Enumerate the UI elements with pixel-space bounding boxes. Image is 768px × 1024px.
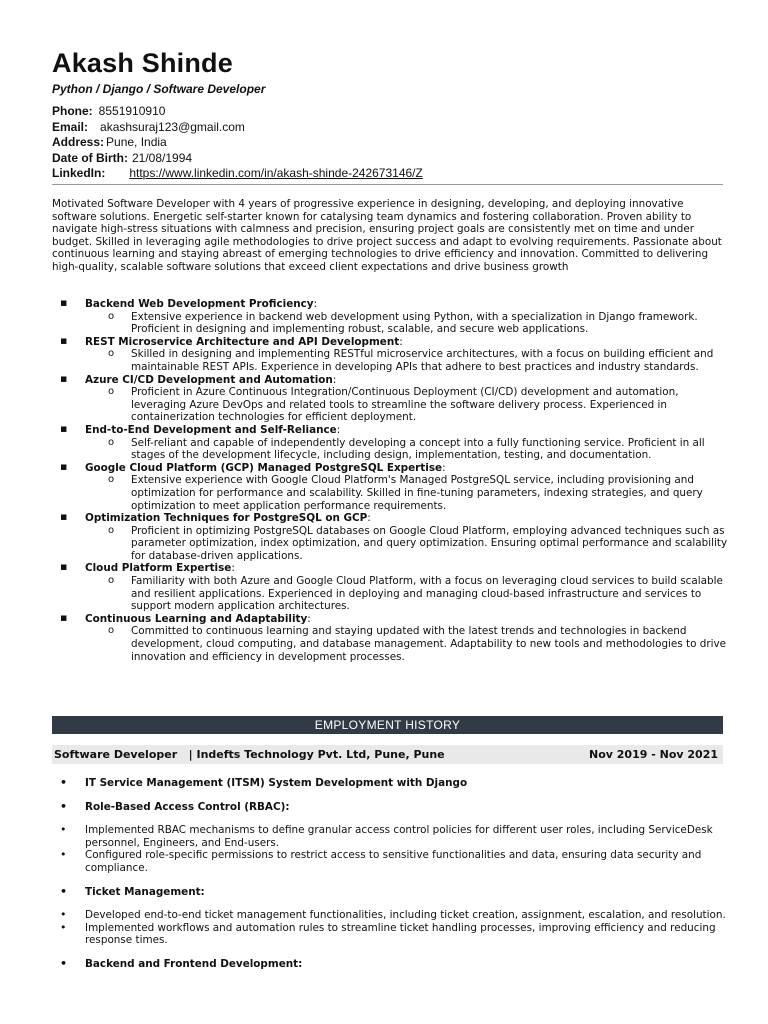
candidate-subtitle: Python / Django / Software Developer — [52, 82, 266, 96]
duty-text: Developed end-to-end ticket management functionalities, including ticket creation, assignment, escalation, and resolution. — [85, 909, 726, 922]
duty-item — [52, 849, 728, 874]
circle-bullet-icon: o — [108, 436, 115, 448]
job-title-line — [54, 745, 445, 764]
contact-block — [52, 104, 423, 182]
duty-text: Backend and Frontend Development: — [85, 957, 303, 970]
skill-colon: : — [332, 373, 337, 386]
skill-item — [52, 610, 732, 626]
bullet-icon: ▪ — [60, 421, 68, 435]
bullet-icon: ▪ — [60, 371, 68, 385]
duty-heading — [52, 958, 728, 971]
skill-detail-item — [52, 311, 732, 336]
skills-list — [52, 298, 732, 663]
skill-detail-item — [52, 348, 732, 373]
bullet-icon: • — [60, 920, 67, 934]
header-divider — [52, 184, 723, 185]
duty-item — [52, 824, 728, 849]
bullet-icon: ▪ — [60, 560, 68, 574]
bullet-icon: ▪ — [60, 333, 68, 347]
skill-colon: : — [442, 461, 446, 474]
skill-item — [52, 562, 732, 575]
contact-dob — [52, 151, 423, 167]
skill-detail: Skilled in designing and implementing RESTful microservice architectures, with a focus on building efficient and maintainable REST APIs. Experience in developing APIs that adhere to best practices and industry standards. — [131, 348, 714, 373]
job-dates: Nov 2019 - Nov 2021 — [589, 748, 718, 761]
skill-colon: : — [307, 612, 311, 625]
skill-title: Google Cloud Platform (GCP) Managed PostgreSQL Expertise — [85, 461, 443, 474]
skill-detail: Extensive experience in backend web development using Python, with a specialization in Django framework. Proficient in designing and implementing robust, scalable, and secure web applications. — [131, 310, 698, 336]
duty-heading — [52, 801, 728, 814]
skill-colon: : — [336, 423, 341, 436]
circle-bullet-icon: o — [108, 575, 115, 587]
circle-bullet-icon: o — [108, 310, 115, 322]
bullet-icon: ▪ — [60, 459, 68, 473]
job-duties-list — [52, 777, 728, 971]
bullet-icon: • — [60, 823, 67, 837]
dob-value: 21/08/1994 — [132, 150, 193, 165]
skill-detail-item — [52, 625, 732, 663]
circle-bullet-icon: o — [108, 474, 115, 486]
circle-bullet-icon: o — [108, 524, 115, 536]
skill-item — [52, 333, 732, 349]
skill-title: Cloud Platform Expertise — [85, 562, 232, 575]
skill-detail: Self-reliant and capable of independently developing a concept into a fully functioning service. Proficient in all stages of the development lifecycle, including design, implementation, testing, and documentation. — [131, 436, 705, 462]
duty-text: Ticket Management: — [85, 885, 205, 898]
contact-phone — [52, 104, 423, 120]
skill-detail: Proficient in optimizing PostgreSQL databases on Google Cloud Platform, employing advanced techniques such as parameter optimization, index optimization, and query optimization. Ensuring optimal performance and scalability for database-driven applications. — [131, 524, 728, 562]
skill-item — [52, 421, 732, 437]
duty-heading — [52, 777, 728, 790]
skill-title: End-to-End Development and Self-Reliance — [85, 423, 337, 436]
contact-email — [52, 120, 423, 136]
skill-item — [52, 371, 732, 387]
skill-colon: : — [367, 512, 371, 525]
employment-section-header: EMPLOYMENT HISTORY — [52, 716, 723, 734]
bullet-icon: • — [60, 776, 68, 789]
phone-value: 8551910910 — [98, 104, 166, 118]
bullet-icon: • — [60, 908, 67, 922]
contact-linkedin — [52, 166, 423, 182]
skill-item — [52, 512, 732, 525]
skill-detail: Extensive experience with Google Cloud Platform's Managed PostgreSQL service, including provisioning and optimization for performance and scalability. Skilled in fine-tuning parameters, indexing strategies, and query optimization to meet application performance requirements. — [131, 474, 703, 512]
address-label: Address: — [52, 135, 105, 149]
duty-text: Role-Based Access Control (RBAC): — [85, 800, 290, 813]
email-label: Email: — [52, 119, 89, 134]
skill-item — [52, 298, 732, 311]
skill-title: REST Microservice Architecture and API Development — [85, 335, 400, 348]
job-header — [52, 745, 723, 764]
email-value: akashsuraj123@gmail.com — [100, 119, 245, 134]
contact-address — [52, 135, 423, 151]
address-value: Pune, India — [106, 135, 167, 149]
phone-label: Phone: — [52, 104, 93, 118]
duty-item — [52, 922, 728, 947]
circle-bullet-icon: o — [108, 625, 115, 637]
skill-detail: Proficient in Azure Continuous Integration/Continuous Deployment (CI/CD) development and automation, leveraging Azure DevOps and related tools to streamline the software delivery process. Experienced in containerization technologies for efficient deployment. — [131, 386, 679, 424]
skill-detail-item — [52, 386, 732, 424]
skill-detail-item — [52, 474, 732, 512]
bullet-icon: ▪ — [60, 296, 68, 309]
skill-detail: Familiarity with both Azure and Google Cloud Platform, with a focus on leveraging cloud services to build scalable and resilient applications. Experienced in deploying and managing cloud-based infrastructure and services to support modern application architectures. — [131, 575, 723, 613]
skill-colon: : — [313, 298, 318, 310]
candidate-name: Akash Shinde — [52, 48, 233, 78]
skill-detail: Committed to continuous learning and staying updated with the latest trends and technologies in backend development, cloud computing, and database management. Adaptability to new tools and methodologies to drive innovation and efficiency in development processes. — [131, 625, 727, 663]
duty-text: Implemented RBAC mechanisms to define granular access control policies for different user roles, including ServiceDesk personnel, Engineers, and End-users. — [85, 824, 713, 849]
duty-text: IT Service Management (ITSM) System Development with Django — [85, 777, 468, 789]
skill-detail-item — [52, 575, 732, 613]
dob-label: Date of Birth: — [52, 150, 128, 165]
profile-summary: Motivated Software Developer with 4 years of progressive experience in designing, developing, and deploying innovative software solutions. Energetic self-starter known for catalysing team dynamics and fostering collaboration. Proven ability to navigate high-stress situations with calmness and precision, ensuring project goals are consistently met on time and under budget. Skilled in leveraging agile methodologies to drive project success and adapt to evolving requirements. Passionate about continuous learning and staying abreast of emerging technologies to drive efficiency and innovation. Committed to delivering high-quality, scalable software solutions that exceed client expectations and drive business growth — [52, 198, 722, 273]
skill-colon: : — [231, 562, 235, 575]
duty-text: Configured role-specific permissions to restrict access to sensitive functionalities and data, ensuring data security and compliance. — [85, 849, 702, 874]
skill-colon: : — [399, 335, 403, 348]
skill-title: Continuous Learning and Adaptability — [85, 612, 308, 625]
bullet-icon: ▪ — [60, 510, 68, 524]
skill-item — [52, 459, 732, 475]
bullet-icon: • — [60, 956, 68, 970]
duty-heading — [52, 886, 728, 899]
skill-title: Optimization Techniques for PostgreSQL on GCP — [85, 512, 368, 525]
job-company: | Indefts Technology Pvt. Ltd, Pune, Pune — [188, 748, 445, 761]
circle-bullet-icon: o — [108, 348, 115, 360]
skill-detail-item — [52, 437, 732, 462]
duty-item — [52, 909, 728, 922]
circle-bullet-icon: o — [108, 386, 115, 398]
bullet-icon: • — [60, 799, 68, 813]
job-title: Software Developer — [54, 748, 178, 761]
skill-title: Backend Web Development Proficiency — [85, 298, 314, 310]
skill-detail-item — [52, 525, 732, 563]
linkedin-link[interactable]: https://www.linkedin.com/in/akash-shinde-242673146/Z — [129, 166, 423, 180]
skill-title: Azure CI/CD Development and Automation — [85, 373, 333, 386]
bullet-icon: ▪ — [60, 610, 68, 624]
bullet-icon: • — [60, 848, 67, 862]
linkedin-label: LinkedIn: — [52, 166, 106, 180]
duty-text: Implemented workflows and automation rules to streamline ticket handling processes, improving efficiency and reducing response times. — [85, 921, 716, 947]
bullet-icon: • — [60, 884, 68, 898]
